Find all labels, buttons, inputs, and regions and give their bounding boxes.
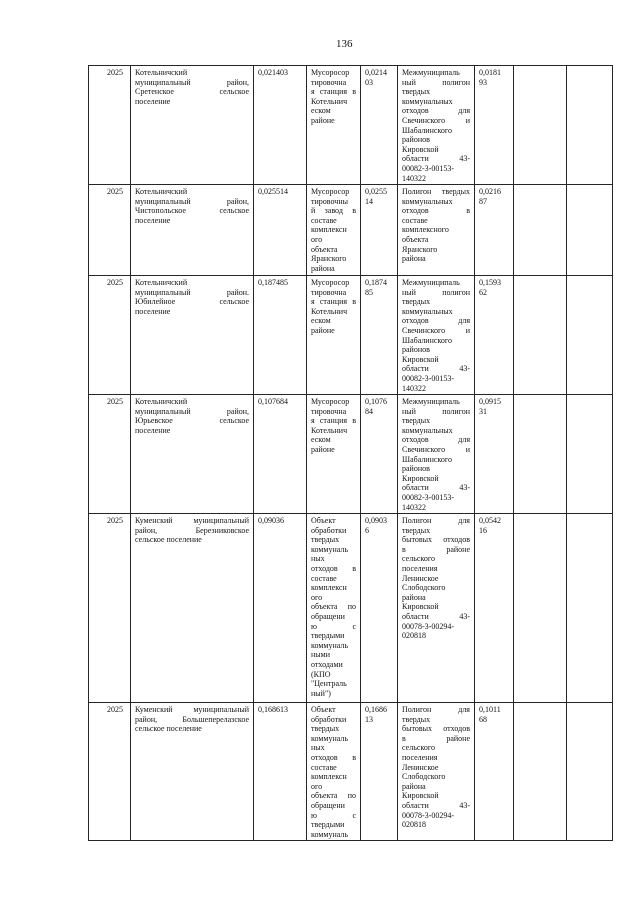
cell-line: ный полигон bbox=[402, 77, 470, 87]
cell-line: Шабалинского bbox=[402, 125, 452, 135]
cell-line: поселения bbox=[402, 563, 438, 573]
cell-line: еском bbox=[311, 316, 331, 326]
cell-line: обращени bbox=[311, 611, 345, 621]
empty-cell bbox=[514, 514, 567, 703]
cell-line: 0,1011 bbox=[479, 705, 501, 714]
cell-line: Полигон твердых bbox=[402, 187, 470, 196]
cell-line: муниципальный район, bbox=[135, 406, 249, 416]
cell-line: коммуналь bbox=[311, 640, 348, 650]
cell-line: твердых bbox=[311, 724, 340, 734]
cell-line: 93 bbox=[479, 77, 487, 87]
cell-line: отходов для bbox=[402, 106, 470, 116]
cell-line: Кировской bbox=[402, 144, 439, 154]
cell-line: Котельнич bbox=[311, 306, 348, 316]
cell-line: области 43- bbox=[402, 483, 470, 493]
year-cell: 2025 bbox=[89, 395, 131, 514]
cell-line: ю с bbox=[311, 810, 356, 820]
cell-line: коммунальных bbox=[402, 96, 453, 106]
empty-cell bbox=[514, 185, 567, 276]
table-row bbox=[89, 66, 613, 185]
cell-line: районов bbox=[402, 135, 430, 145]
landfill-cell bbox=[398, 395, 475, 514]
cell-line: твердых bbox=[311, 535, 340, 545]
cell-line: 62 bbox=[479, 287, 487, 297]
cell-line: 85 bbox=[365, 287, 373, 297]
cell-line: район, Березниковское bbox=[135, 525, 249, 535]
cell-line: твердых bbox=[402, 525, 431, 535]
cell-line: Котельничский bbox=[135, 187, 188, 196]
cell-line: обработки bbox=[311, 525, 347, 535]
cell-line: Кировской bbox=[402, 602, 439, 612]
facility-cell bbox=[307, 395, 361, 514]
cell-line: 0,1593 bbox=[479, 278, 501, 287]
cell-line: района bbox=[402, 592, 426, 602]
empty-cell bbox=[514, 703, 567, 841]
cell-line: коммуналь bbox=[311, 829, 348, 839]
cell-line: Объект bbox=[311, 516, 336, 525]
landfill-mass-cell bbox=[475, 703, 514, 841]
landfill-cell bbox=[398, 514, 475, 703]
facility-mass-cell bbox=[361, 185, 398, 276]
cell-line: Яранского bbox=[311, 254, 347, 264]
data-table bbox=[88, 65, 613, 841]
cell-line: отходов для bbox=[402, 435, 470, 445]
cell-line: коммуналь bbox=[311, 733, 348, 743]
cell-line: Чистопольское сельское bbox=[135, 206, 249, 216]
cell-line: отходов в bbox=[311, 563, 356, 573]
municipality-cell bbox=[131, 395, 254, 514]
table-row bbox=[89, 395, 613, 514]
cell-line: комплексн bbox=[311, 225, 347, 235]
year-cell: 2025 bbox=[89, 276, 131, 395]
landfill-mass-cell bbox=[475, 514, 514, 703]
cell-line: Шабалинского bbox=[402, 335, 452, 345]
cell-line: 0,0181 bbox=[479, 68, 501, 77]
facility-mass-cell bbox=[361, 66, 398, 185]
cell-line: бытовых отходов bbox=[402, 724, 470, 734]
cell-line: районе bbox=[311, 115, 335, 125]
cell-line: 87 bbox=[479, 196, 487, 206]
cell-line: твердыми bbox=[311, 820, 345, 830]
cell-line: сельское поселение bbox=[135, 724, 202, 734]
cell-line: составе bbox=[402, 215, 428, 225]
cell-line: Юбилейное сельское bbox=[135, 297, 249, 307]
cell-line: тировочны bbox=[311, 196, 348, 206]
cell-line: районов bbox=[402, 464, 430, 474]
facility-cell bbox=[307, 703, 361, 841]
cell-line: 0,0214 bbox=[365, 68, 387, 77]
empty-cell bbox=[567, 66, 613, 185]
landfill-cell bbox=[398, 66, 475, 185]
landfill-cell bbox=[398, 276, 475, 395]
municipality-cell bbox=[131, 514, 254, 703]
cell-line: отходами bbox=[311, 659, 343, 669]
cell-line: Яранского bbox=[402, 244, 438, 254]
cell-line: 13 bbox=[365, 714, 373, 724]
cell-line: Мусоросор bbox=[311, 68, 350, 77]
year-cell: 2025 bbox=[89, 66, 131, 185]
cell-line: сельское поселение bbox=[135, 535, 202, 545]
cell-line: поселение bbox=[135, 96, 171, 106]
cell-line: районе bbox=[311, 444, 335, 454]
cell-line: области 43- bbox=[402, 800, 470, 810]
cell-line: твердых bbox=[402, 714, 431, 724]
year-cell: 2025 bbox=[89, 185, 131, 276]
cell-line: 31 bbox=[479, 406, 487, 416]
cell-line: 16 bbox=[479, 525, 487, 535]
cell-line: бытовых отходов bbox=[402, 535, 470, 545]
cell-line: поселение bbox=[135, 215, 171, 225]
cell-line: обращени bbox=[311, 800, 345, 810]
mass-cell: 0,168613 bbox=[254, 703, 307, 841]
cell-line: Мусоросор bbox=[311, 278, 350, 287]
cell-line: отходов для bbox=[402, 316, 470, 326]
cell-line: Ленинское bbox=[402, 762, 439, 772]
cell-line: 140322 bbox=[402, 173, 426, 183]
landfill-cell bbox=[398, 185, 475, 276]
cell-line: объекта по bbox=[311, 602, 356, 612]
cell-line: 0,0542 bbox=[479, 516, 501, 525]
cell-line: объекта bbox=[402, 234, 429, 244]
facility-mass-cell bbox=[361, 703, 398, 841]
facility-cell bbox=[307, 514, 361, 703]
cell-line: Межмуниципаль bbox=[402, 278, 460, 287]
cell-line: "Централь bbox=[311, 679, 347, 689]
cell-line: 6 bbox=[365, 525, 369, 535]
cell-line: ными bbox=[311, 650, 330, 660]
cell-line: Слободского bbox=[402, 772, 446, 782]
cell-line: обработки bbox=[311, 714, 347, 724]
empty-cell bbox=[514, 276, 567, 395]
cell-line: района bbox=[402, 781, 426, 791]
cell-line: поселение bbox=[135, 306, 171, 316]
cell-line: Кировской bbox=[402, 354, 439, 364]
cell-line: Межмуниципаль bbox=[402, 68, 460, 77]
empty-cell bbox=[514, 395, 567, 514]
mass-cell: 0,09036 bbox=[254, 514, 307, 703]
cell-line: твердых bbox=[402, 416, 431, 426]
cell-line: ого bbox=[311, 592, 323, 602]
cell-line: 140322 bbox=[402, 502, 426, 512]
cell-line: муниципальный район, bbox=[135, 77, 249, 87]
cell-line: комплексного bbox=[402, 225, 449, 235]
municipality-cell bbox=[131, 703, 254, 841]
cell-line: сельского bbox=[402, 554, 435, 564]
cell-line: сельского bbox=[402, 743, 435, 753]
cell-line: Шабалинского bbox=[402, 454, 452, 464]
cell-line: коммунальных bbox=[402, 425, 453, 435]
cell-line: 140322 bbox=[402, 383, 426, 393]
cell-line: Слободского bbox=[402, 583, 446, 593]
cell-line: Котельничский bbox=[135, 278, 188, 287]
cell-line: Котельнич bbox=[311, 425, 348, 435]
cell-line: твердых bbox=[402, 87, 431, 97]
facility-mass-cell bbox=[361, 395, 398, 514]
cell-line: Котельничский bbox=[135, 68, 188, 77]
facility-mass-cell bbox=[361, 514, 398, 703]
cell-line: 0,0915 bbox=[479, 397, 501, 406]
cell-line: 0,1076 bbox=[365, 397, 387, 406]
cell-line: 0,1686 bbox=[365, 705, 387, 714]
cell-line: тировочна bbox=[311, 77, 347, 87]
cell-line: Сретенское сельское bbox=[135, 87, 249, 97]
table-row bbox=[89, 514, 613, 703]
cell-line: 00082-3-00153- bbox=[402, 163, 454, 173]
table-row bbox=[89, 185, 613, 276]
cell-line: еском bbox=[311, 435, 331, 445]
cell-line: й завод в bbox=[311, 206, 356, 216]
cell-line: Полигон для bbox=[402, 705, 470, 714]
cell-line: 00078-3-00294- bbox=[402, 810, 454, 820]
cell-line: коммунальных bbox=[402, 196, 453, 206]
mass-cell: 0,021403 bbox=[254, 66, 307, 185]
empty-cell bbox=[567, 185, 613, 276]
year-cell: 2025 bbox=[89, 703, 131, 841]
cell-line: Юрьевское сельское bbox=[135, 416, 249, 426]
cell-line: ю с bbox=[311, 621, 356, 631]
cell-line: я станция в bbox=[311, 297, 356, 307]
mass-cell: 0,187485 bbox=[254, 276, 307, 395]
cell-line: тировочна bbox=[311, 287, 347, 297]
page-number: 136 bbox=[336, 38, 353, 50]
cell-line: отходов в bbox=[311, 752, 356, 762]
cell-line: 0,0903 bbox=[365, 516, 387, 525]
cell-line: Мусоросор bbox=[311, 187, 350, 196]
cell-line: (КПО bbox=[311, 669, 331, 679]
cell-line: комплексн bbox=[311, 772, 347, 782]
cell-line: Куменский муниципальный bbox=[135, 705, 249, 714]
cell-line: еском bbox=[311, 106, 331, 116]
landfill-mass-cell bbox=[475, 395, 514, 514]
empty-cell bbox=[567, 395, 613, 514]
municipality-cell bbox=[131, 276, 254, 395]
cell-line: области 43- bbox=[402, 611, 470, 621]
facility-cell bbox=[307, 276, 361, 395]
cell-line: отходов в bbox=[402, 206, 470, 216]
cell-line: тировочна bbox=[311, 406, 347, 416]
cell-line: я станция в bbox=[311, 87, 356, 97]
cell-line: Межмуниципаль bbox=[402, 397, 460, 406]
year-cell: 2025 bbox=[89, 514, 131, 703]
cell-line: объекта bbox=[311, 244, 338, 254]
cell-line: 0,1874 bbox=[365, 278, 387, 287]
cell-line: 020818 bbox=[402, 631, 426, 641]
cell-line: ный полигон bbox=[402, 406, 470, 416]
cell-line: Кировской bbox=[402, 473, 439, 483]
cell-line: Котельнич bbox=[311, 96, 348, 106]
cell-line: ный полигон bbox=[402, 287, 470, 297]
cell-line: 00082-3-00153- bbox=[402, 492, 454, 502]
cell-line: коммунальных bbox=[402, 306, 453, 316]
empty-cell bbox=[567, 276, 613, 395]
cell-line: 68 bbox=[479, 714, 487, 724]
cell-line: области 43- bbox=[402, 154, 470, 164]
cell-line: ных bbox=[311, 554, 325, 564]
table-row bbox=[89, 276, 613, 395]
cell-line: ных bbox=[311, 743, 325, 753]
cell-line: Свечинского и bbox=[402, 444, 470, 454]
landfill-cell bbox=[398, 703, 475, 841]
cell-line: комплексн bbox=[311, 583, 347, 593]
municipality-cell bbox=[131, 66, 254, 185]
cell-line: составе bbox=[311, 762, 337, 772]
facility-cell bbox=[307, 66, 361, 185]
cell-line: Ленинское bbox=[402, 573, 439, 583]
cell-line: 0,0216 bbox=[479, 187, 501, 196]
cell-line: Куменский муниципальный bbox=[135, 516, 249, 525]
landfill-mass-cell bbox=[475, 185, 514, 276]
mass-cell: 0,025514 bbox=[254, 185, 307, 276]
landfill-mass-cell bbox=[475, 66, 514, 185]
cell-line: области 43- bbox=[402, 364, 470, 374]
cell-line: Кировской bbox=[402, 791, 439, 801]
cell-line: объекта по bbox=[311, 791, 356, 801]
cell-line: муниципальный район. bbox=[135, 287, 249, 297]
table-body bbox=[89, 66, 613, 841]
cell-line: районе bbox=[311, 325, 335, 335]
cell-line: в районе bbox=[402, 733, 470, 743]
cell-line: муниципальный район, bbox=[135, 196, 249, 206]
cell-line: ого bbox=[311, 781, 323, 791]
facility-cell bbox=[307, 185, 361, 276]
cell-line: районов bbox=[402, 345, 430, 355]
cell-line: 14 bbox=[365, 196, 373, 206]
cell-line: 00078-3-00294- bbox=[402, 621, 454, 631]
cell-line: 020818 bbox=[402, 820, 426, 830]
cell-line: район, Большеперелазское bbox=[135, 714, 249, 724]
cell-line: Котельничский bbox=[135, 397, 188, 406]
cell-line: составе bbox=[311, 215, 337, 225]
empty-cell bbox=[567, 514, 613, 703]
cell-line: составе bbox=[311, 573, 337, 583]
cell-line: ный") bbox=[311, 688, 331, 698]
cell-line: твердых bbox=[402, 297, 431, 307]
cell-line: района bbox=[311, 263, 335, 273]
cell-line: Мусоросор bbox=[311, 397, 350, 406]
cell-line: твердыми bbox=[311, 631, 345, 641]
mass-cell: 0,107684 bbox=[254, 395, 307, 514]
cell-line: поселения bbox=[402, 752, 438, 762]
cell-line: 0,0255 bbox=[365, 187, 387, 196]
cell-line: 00082-3-00153- bbox=[402, 373, 454, 383]
cell-line: ого bbox=[311, 234, 323, 244]
cell-line: 84 bbox=[365, 406, 373, 416]
empty-cell bbox=[514, 66, 567, 185]
cell-line: коммуналь bbox=[311, 544, 348, 554]
facility-mass-cell bbox=[361, 276, 398, 395]
municipality-cell bbox=[131, 185, 254, 276]
cell-line: района bbox=[402, 254, 426, 264]
cell-line: Объект bbox=[311, 705, 336, 714]
cell-line: Свечинского и bbox=[402, 325, 470, 335]
empty-cell bbox=[567, 703, 613, 841]
table-row bbox=[89, 703, 613, 841]
cell-line: Полигон для bbox=[402, 516, 470, 525]
cell-line: я станция в bbox=[311, 416, 356, 426]
cell-line: Свечинского и bbox=[402, 115, 470, 125]
landfill-mass-cell bbox=[475, 276, 514, 395]
cell-line: поселение bbox=[135, 425, 171, 435]
cell-line: в районе bbox=[402, 544, 470, 554]
cell-line: 03 bbox=[365, 77, 373, 87]
